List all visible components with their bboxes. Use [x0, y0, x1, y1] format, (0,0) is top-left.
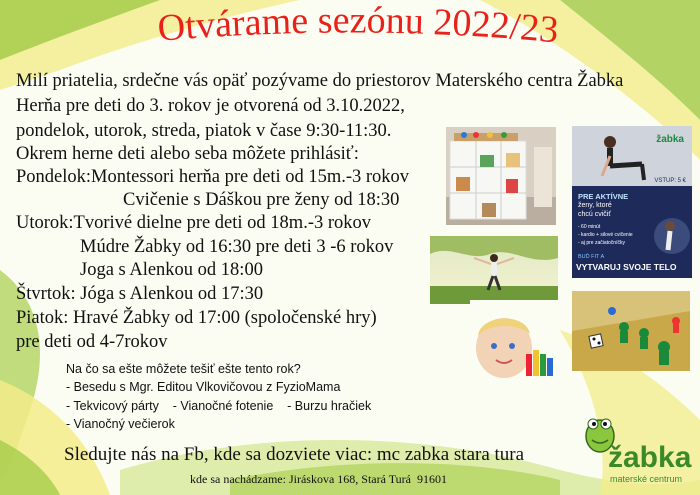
intro-line-4: Okrem herne deti alebo seba môžete prihlásiť: [16, 144, 359, 164]
promo-cta: VYTVARUJ SVOJE TELO [576, 262, 677, 272]
footer-facebook: Sledujte nás na Fb, kde sa dozviete viac: mc zabka stara tura [64, 444, 525, 465]
intro-line-3: pondelok, utorok, streda, piatok v čase 9:30-11:30. [16, 121, 392, 141]
extras-item-2: - Tekvicový párty - Vianočné fotenie - Burzu hračiek [66, 399, 372, 413]
promo-line-3: chcú cvičiť [578, 211, 611, 218]
logo-subtitle: materské centrum [610, 474, 683, 484]
schedule-monday: Pondelok:Montessori herňa pre deti od 15m.-3 rokov [16, 167, 410, 187]
promo-line-1: PRE AKTÍVNE [578, 192, 629, 201]
promo-bullet-3: - aj pre začiatočníčky [578, 240, 625, 246]
page-title [108, 0, 608, 52]
schedule-thursday: Štvrtok: Jóga s Alenkou od 17:30 [16, 284, 264, 304]
footer-address: kde sa nachádzame: Jiráskova 168, Stará Turá 91601 [190, 472, 447, 486]
extras-heading: Na čo sa ešte môžete tešiť ešte tento rok? [66, 362, 301, 376]
logo-name: žabka [608, 441, 692, 474]
promo-price: VSTUP: 5 € [654, 178, 686, 184]
promo-brand: žabka [656, 134, 684, 145]
intro-line-1: Milí priatelia, srdečne vás opäť pozývame do priestorov Materského centra Žabka [16, 71, 624, 91]
photo-board-game [572, 291, 690, 371]
schedule-tuesday: Utorok:Tvorivé dielne pre deti od 18m.-3 rokov [16, 213, 372, 233]
intro-line-2: Herňa pre deti do 3. rokov je otvorená od 3.10.2022, [16, 96, 405, 116]
promo-tagline: BUĎ FIT A [578, 254, 605, 260]
zabka-logo [578, 412, 696, 492]
schedule-friday: Piatok: Hravé Žabky od 17:00 (spoločenské hry) [16, 308, 377, 328]
photo-montessori-shelf [446, 127, 556, 225]
promo-bullet-1: - 60 minút [578, 224, 601, 230]
promo-fitness-flyer [572, 126, 692, 278]
schedule-friday-2: pre deti od 4-7rokov [16, 332, 168, 352]
extras-item-3: - Vianočný večierok [66, 417, 175, 431]
page-title-text: Otvárame sezónu 2022/23 [156, 0, 561, 52]
promo-line-2: ženy, ktoré [578, 202, 612, 209]
schedule-tuesday-2: Múdre Žabky od 16:30 pre deti 3 -6 rokov [80, 237, 394, 257]
promo-bullet-2: - kardio + silové cvičenie [578, 232, 633, 238]
photo-child-painting [470, 300, 560, 384]
photo-yoga-outdoors [430, 236, 558, 304]
schedule-tuesday-3: Joga s Alenkou od 18:00 [80, 260, 263, 280]
schedule-monday-2: Cvičenie s Dáškou pre ženy od 18:30 [123, 190, 400, 210]
extras-item-1: - Besedu s Mgr. Editou Vlkovičovou z FyzioMama [66, 380, 341, 394]
